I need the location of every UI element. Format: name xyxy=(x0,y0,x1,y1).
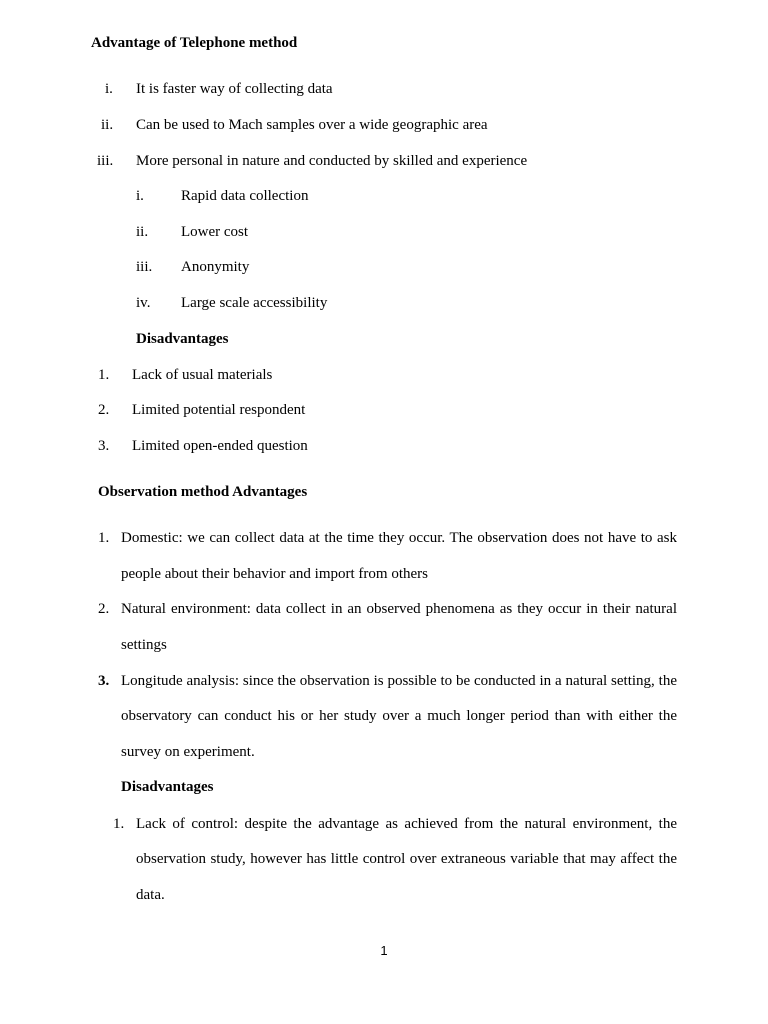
list-item: Lack of usual materials xyxy=(132,367,273,383)
list-marker: iv. xyxy=(136,295,151,311)
list-item: Limited potential respondent xyxy=(132,402,306,418)
list-item: Lower cost xyxy=(181,224,249,240)
list-marker: 2. xyxy=(98,601,110,617)
list-marker: 3. xyxy=(98,673,110,689)
observation-disadvantages-heading: Disadvantages xyxy=(121,779,214,795)
list-item: Anonymity xyxy=(181,259,250,275)
list-item-line: observation study, however has little control over extraneous variable that may affect the xyxy=(136,851,677,867)
list-item-line: survey on experiment. xyxy=(121,744,255,760)
list-marker: iii. xyxy=(136,259,153,275)
list-marker: 1. xyxy=(98,367,110,383)
list-item-line: people about their behavior and import from others xyxy=(121,566,428,582)
list-item: Large scale accessibility xyxy=(181,295,328,311)
list-marker: ii. xyxy=(136,224,149,240)
list-marker: 3. xyxy=(98,438,110,454)
list-item-line: Lack of control: despite the advantage as achieved from the natural environment, the xyxy=(136,816,677,832)
list-item-line: data. xyxy=(136,887,165,903)
telephone-disadvantages-heading: Disadvantages xyxy=(136,331,229,347)
list-marker: iii. xyxy=(97,153,114,169)
list-marker: 1. xyxy=(113,816,125,832)
list-marker: ii. xyxy=(101,117,114,133)
list-marker: i. xyxy=(136,188,144,204)
list-marker: i. xyxy=(105,81,113,97)
list-item-line: settings xyxy=(121,637,167,653)
list-item-line: observatory can conduct his or her study over a much longer period than with either the xyxy=(121,708,677,724)
telephone-heading: Advantage of Telephone method xyxy=(91,35,298,51)
list-marker: 2. xyxy=(98,402,110,418)
list-item: It is faster way of collecting data xyxy=(136,81,333,97)
list-item: Rapid data collection xyxy=(181,188,309,204)
page-number: 1 xyxy=(380,943,388,958)
list-item: More personal in nature and conducted by skilled and experience xyxy=(136,153,528,169)
list-item: Can be used to Mach samples over a wide geographic area xyxy=(136,117,488,133)
list-item: Limited open-ended question xyxy=(132,438,308,454)
observation-heading: Observation method Advantages xyxy=(98,484,308,500)
list-item-line: Domestic: we can collect data at the time they occur. The observation does not have to ask xyxy=(121,530,677,546)
list-item-line: Longitude analysis: since the observation is possible to be conducted in a natural setting, the xyxy=(121,673,677,689)
list-item-line: Natural environment: data collect in an observed phenomena as they occur in their natural xyxy=(121,601,677,617)
list-marker: 1. xyxy=(98,530,110,546)
